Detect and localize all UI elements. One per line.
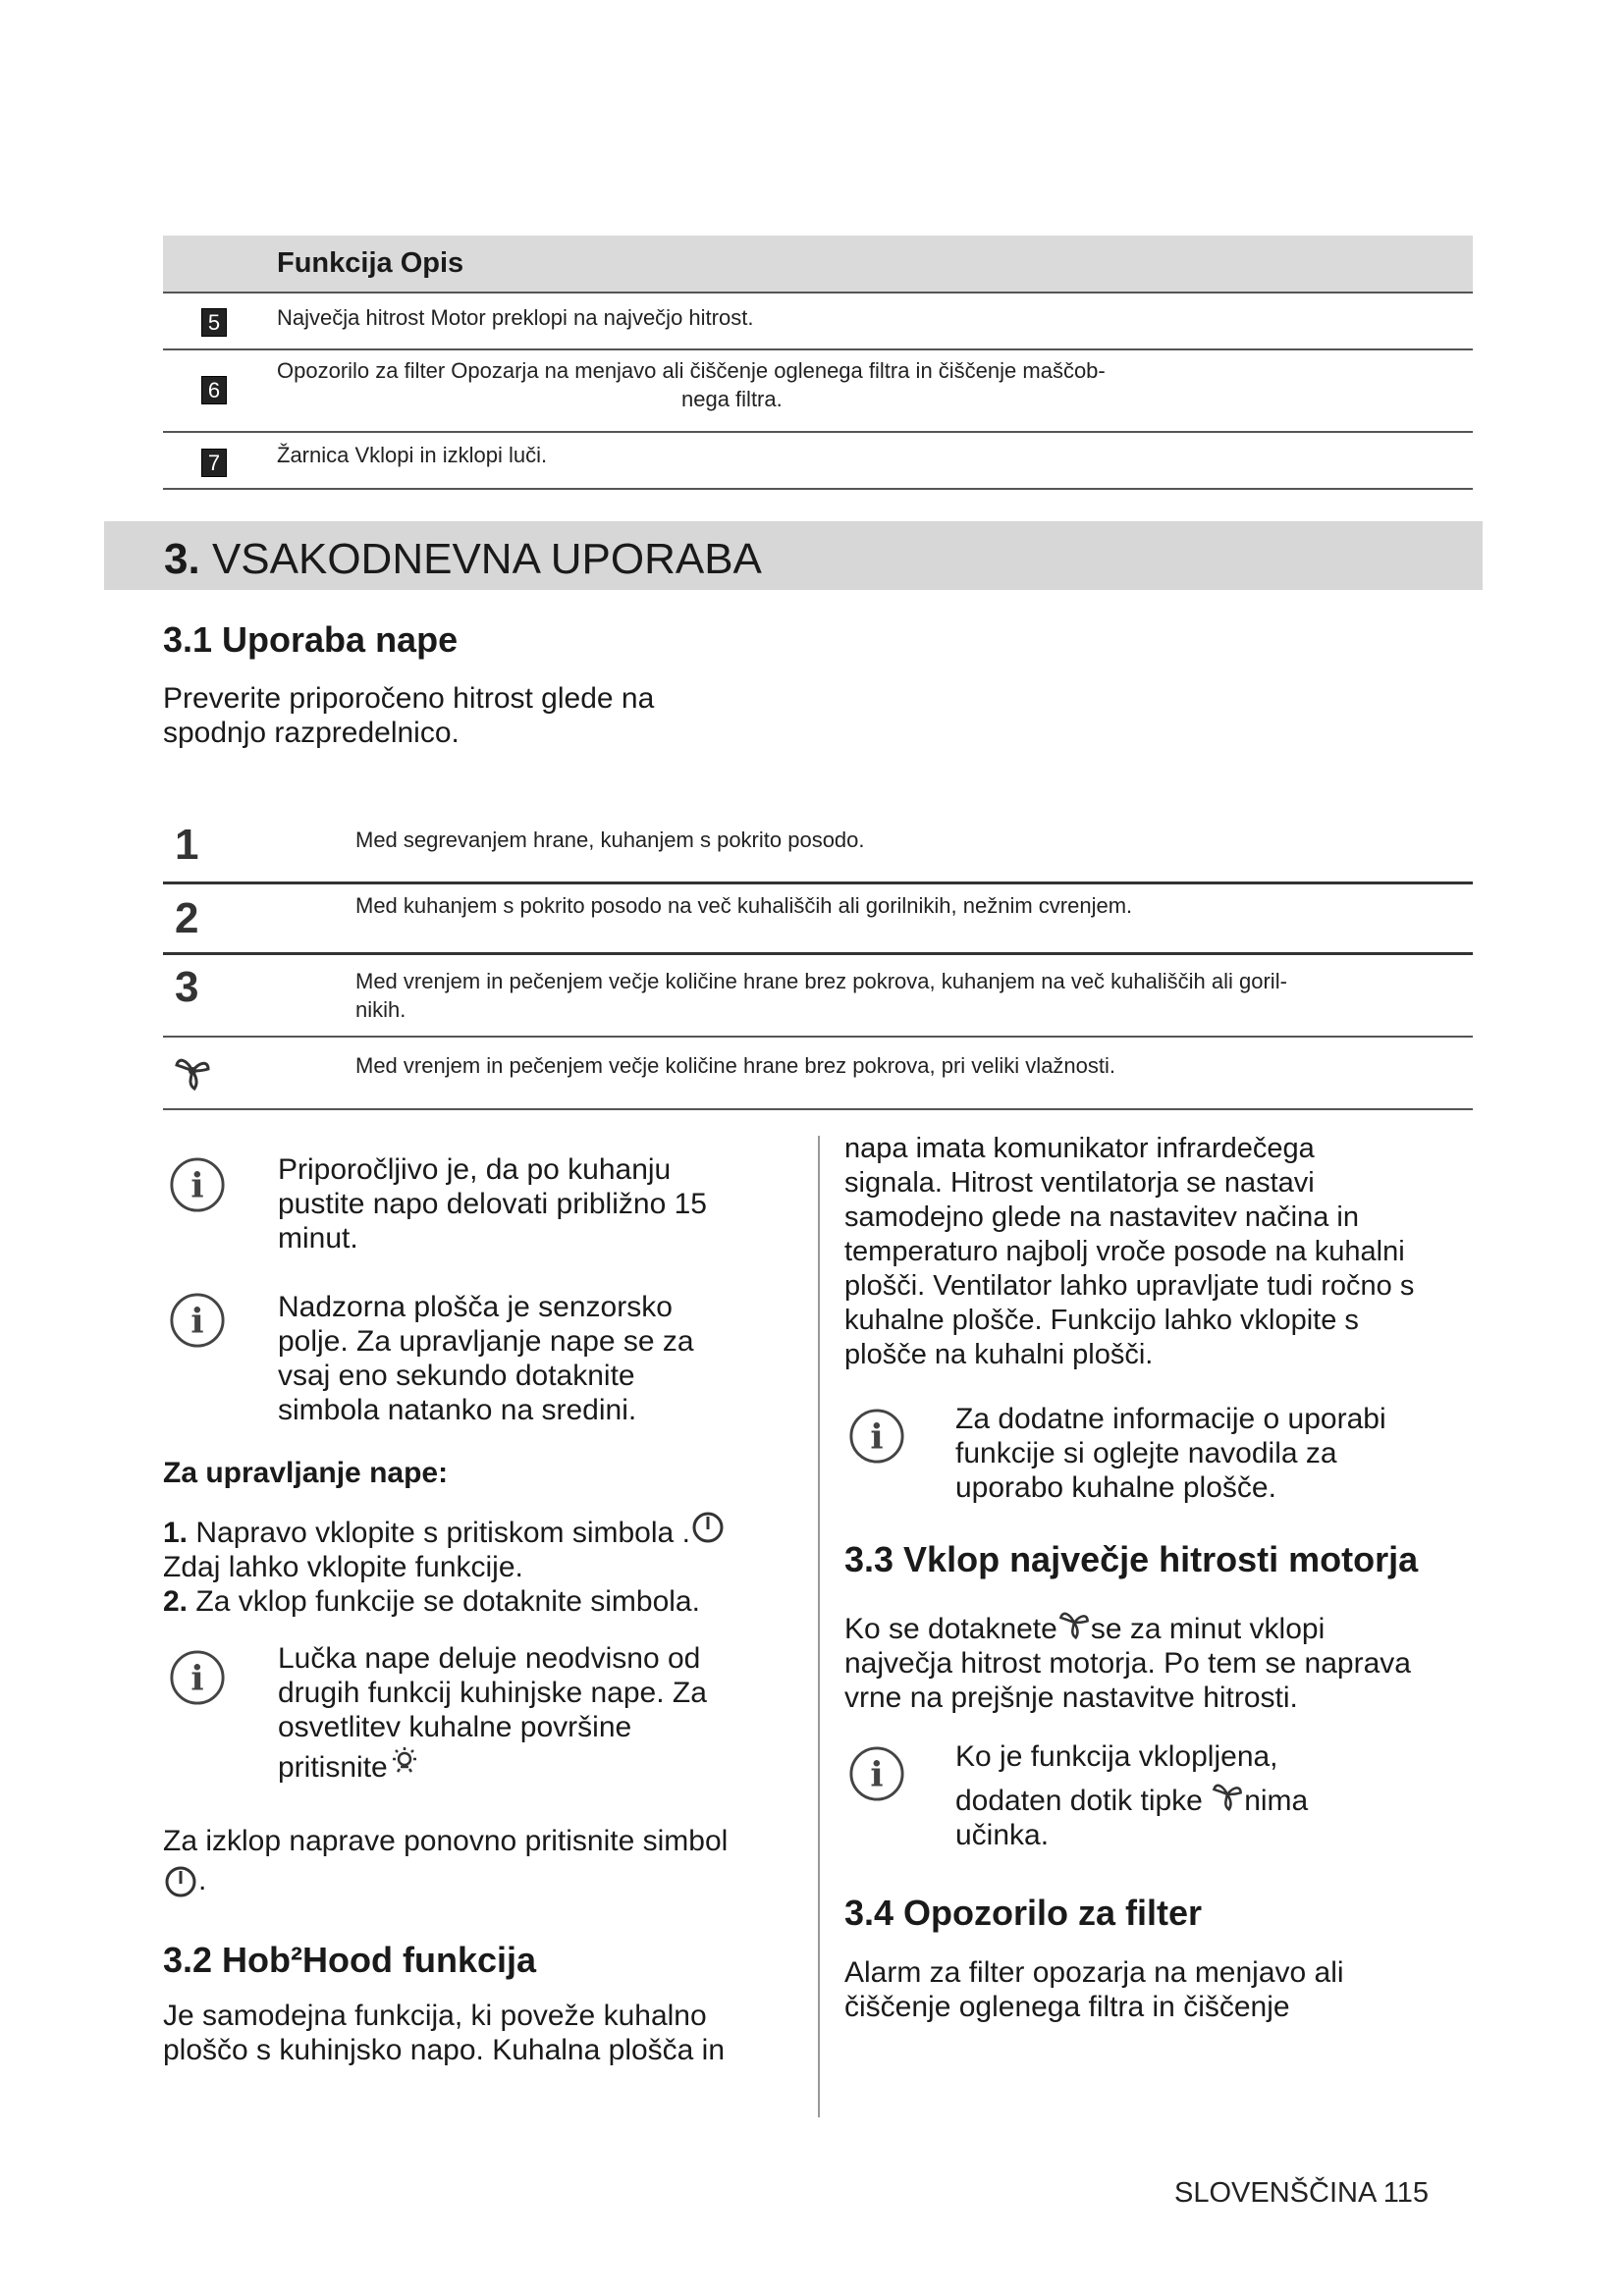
svg-text:i: i: [870, 1754, 884, 1795]
paragraph-line: čiščenje oglenega filtra in čiščenje: [844, 1991, 1290, 2023]
section-title: VSAKODNEVNA UPORABA: [211, 535, 762, 583]
note-text: pritisnite: [278, 1751, 388, 1784]
row-text-line1: Opozorilo za filter Opozarja na menjavo ali čiščenje oglenega filtra in čiščenje maščob-: [277, 358, 1106, 383]
power-icon: [690, 1510, 726, 1545]
paragraph: [163, 1999, 725, 2067]
intro-line: Preverite priporočeno hitrost glede na: [163, 682, 655, 715]
page-footer: SLOVENŠČINA 115: [1174, 2177, 1429, 2209]
note-text: dodaten dotik tipke: [955, 1785, 1203, 1817]
note-line: [955, 1784, 1308, 1818]
info-icon: [848, 1745, 905, 1802]
speed-description: Med segrevanjem hrane, kuhanjem s pokrito posodo.: [355, 828, 865, 852]
fan-boost-icon: [1211, 1778, 1244, 1811]
paragraph-line: vrne na prejšnje nastavitve hitrosti.: [844, 1682, 1298, 1714]
speed-description: [355, 967, 1465, 1024]
table-row: [163, 884, 1473, 955]
fan-boost-icon: [1057, 1606, 1091, 1639]
table-row: [163, 350, 1473, 433]
off-instruction-symbol: [163, 1863, 206, 1899]
control-heading: Za upravljanje nape:: [163, 1457, 449, 1489]
step-number: 2.: [163, 1585, 189, 1618]
paragraph-text: Ko se dotaknete: [844, 1613, 1057, 1645]
row-text: Največja hitrost Motor preklopi na največjo hitrost.: [277, 305, 754, 330]
note-line: [278, 1750, 707, 1785]
speed-description: Med vrenjem in pečenjem večje količine hrane brez pokrova, pri veliki vlažnosti.: [355, 1053, 1116, 1078]
note-line: Lučka nape deluje neodvisno od: [278, 1642, 701, 1675]
row-text: [277, 356, 1278, 413]
speed-description-line: Med vrenjem in pečenjem večje količine hrane brez pokrova, kuhanjem na več kuhališčih ali goril-: [355, 969, 1287, 993]
info-icon: [848, 1408, 905, 1465]
section-number: 3.: [164, 535, 200, 583]
info-note: [278, 1152, 707, 1255]
step-text: Napravo vklopite s pritiskom simbola: [188, 1517, 675, 1549]
note-line: simbola natanko na sredini.: [278, 1394, 637, 1426]
paragraph-line: signala. Hitrost ventilatorja se nastavi: [844, 1167, 1315, 1199]
paragraph-line: kuhalne plošče. Funkcijo lahko vklopite s: [844, 1305, 1359, 1336]
paragraph-line: največja hitrost motorja. Po tem se naprava: [844, 1647, 1411, 1680]
note-line: osvetlitev kuhalne površine: [278, 1711, 632, 1743]
svg-text:i: i: [190, 1165, 204, 1206]
off-dot: .: [198, 1864, 207, 1896]
column-divider: [818, 1136, 820, 2117]
info-note: [278, 1641, 707, 1785]
intro-line: spodnjo razpredelnico.: [163, 717, 460, 749]
step-text: Za vklop funkcije se dotaknite simbola.: [188, 1585, 700, 1618]
info-icon: [169, 1156, 226, 1213]
info-icon: [169, 1292, 226, 1349]
light-bulb-icon: [388, 1745, 421, 1779]
paragraph: [844, 1132, 1414, 1372]
paragraph-line: plošči. Ventilator lahko upravljate tudi ročno s: [844, 1270, 1415, 1302]
note-line: funkcije si oglejte navodila za: [955, 1437, 1337, 1469]
note-line: pustite napo delovati približno 15: [278, 1188, 707, 1220]
step-2: [163, 1584, 700, 1619]
note-line: Priporočljivo je, da po kuhanju: [278, 1153, 672, 1186]
info-note: [278, 1290, 694, 1427]
speed-level-label: 1: [175, 821, 199, 869]
table-row: [163, 803, 1473, 884]
paragraph-line: temperaturo najbolj vroče posode na kuhalni: [844, 1236, 1405, 1267]
speed-level-label: 2: [175, 894, 199, 942]
fan-boost-icon: [173, 1051, 212, 1091]
step-1-line2: Zdaj lahko vklopite funkcije.: [163, 1551, 523, 1583]
note-line: Ko je funkcija vklopljena,: [955, 1740, 1278, 1773]
speed-description: Med kuhanjem s pokrito posodo na več kuhališčih ali gorilnikih, nežnim cvrenjem.: [355, 893, 1133, 918]
paragraph-text: se za minut vklopi: [1090, 1613, 1326, 1645]
function-table-header-label: Funkcija Opis: [277, 247, 464, 279]
note-text: nima: [1244, 1785, 1309, 1817]
table-row: [163, 294, 1473, 350]
heading-3-4: 3.4 Opozorilo za filter: [844, 1893, 1203, 1933]
heading-3-3: 3.3 Vklop največje hitrosti motorja: [844, 1539, 1419, 1579]
paragraph-line: plošče na kuhalni plošči.: [844, 1339, 1154, 1370]
row-text-line2: nega filtra.: [681, 387, 783, 411]
power-icon: [163, 1864, 198, 1899]
row-number-badge: 6: [201, 376, 227, 404]
svg-text:i: i: [870, 1416, 884, 1458]
info-note: [955, 1739, 1308, 1852]
note-line: drugih funkcij kuhinjske nape. Za: [278, 1677, 707, 1709]
speed-description-line: nikih.: [355, 997, 406, 1022]
paragraph-line: samodejno glede na nastavitev načina in: [844, 1201, 1359, 1233]
note-line: uporabo kuhalne plošče.: [955, 1471, 1276, 1504]
paragraph-line: Je samodejna funkcija, ki poveže kuhalno: [163, 2000, 707, 2032]
paragraph: [844, 1955, 1344, 2024]
function-table: [163, 236, 1473, 490]
row-number-badge: 5: [201, 308, 227, 337]
section-heading-bar: [104, 521, 1483, 590]
speed-table: [163, 803, 1473, 1110]
off-instruction: Za izklop naprave ponovno pritisnite simbol: [163, 1825, 729, 1857]
svg-text:i: i: [190, 1658, 204, 1699]
section-heading: [164, 535, 762, 584]
step-1: [163, 1516, 726, 1550]
table-row: [163, 1038, 1473, 1110]
info-icon: [169, 1649, 226, 1706]
paragraph-line: napa imata komunikator infrardečega: [844, 1133, 1315, 1164]
note-line: minut.: [278, 1222, 358, 1255]
table-row: [163, 955, 1473, 1038]
paragraph-line: [844, 1612, 1325, 1646]
step-number: 1.: [163, 1517, 189, 1549]
note-line: učinka.: [955, 1819, 1050, 1851]
note-line: Nadzorna plošča je senzorsko: [278, 1291, 673, 1323]
paragraph-line: ploščo s kuhinjsko napo. Kuhalna plošča in: [163, 2034, 726, 2066]
speed-level-label: 3: [175, 963, 199, 1011]
step-dot: .: [681, 1517, 690, 1549]
info-note: [955, 1402, 1386, 1505]
svg-text:i: i: [190, 1301, 204, 1342]
heading-3-2: 3.2 Hob²Hood funkcija: [163, 1940, 537, 1980]
paragraph-line: Alarm za filter opozarja na menjavo ali: [844, 1956, 1344, 1989]
note-line: vsaj eno sekundo dotaknite: [278, 1360, 635, 1392]
table-row: [163, 433, 1473, 490]
note-line: polje. Za upravljanje nape se za: [278, 1325, 694, 1358]
function-table-header: [163, 236, 1473, 294]
row-number-badge: 7: [201, 449, 227, 477]
heading-3-1: 3.1 Uporaba nape: [163, 619, 459, 660]
note-line: Za dodatne informacije o uporabi: [955, 1403, 1386, 1435]
row-text: Žarnica Vklopi in izklopi luči.: [277, 443, 548, 467]
